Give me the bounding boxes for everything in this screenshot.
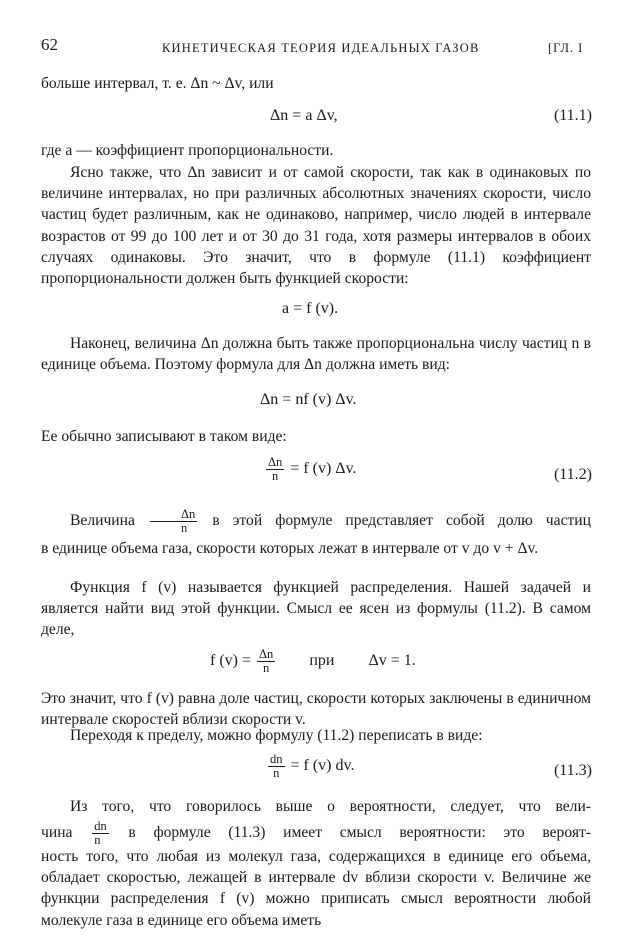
paragraph-10-line-2: чина $\frac{dn}{n}$ в формуле (11.3) имеет смысл вероятности: это вероят- bbox=[41, 819, 592, 847]
chapter-ref: [ГЛ. I bbox=[548, 41, 584, 55]
paragraph-6-line-1: Величина $\frac{\Delta n}{n}$ в этой формуле представляет собой долю частиц bbox=[70, 507, 591, 535]
paragraph-10-line-1: Из того, что говорилось выше о вероятности, следует, что вели- bbox=[70, 798, 591, 815]
fraction: $\frac{dn}{n}$ bbox=[94, 819, 107, 847]
paragraph-10-rest: ность того, что любая из молекул газа, содержащихся в единице его объема, обладает скоростью, лежащей в интервале dv вблизи скорости v. Величине же функции распределения f (v) можно приписать смысл вероятности любой молекуле газа в единице его объема иметь bbox=[41, 848, 591, 929]
fraction: $\frac{\Delta n}{n}$ bbox=[268, 455, 283, 483]
paragraph-6-rest: в единице объема газа, скорости которых лежат в интервале от v до v + Δv. bbox=[41, 540, 539, 557]
paragraph-4: Наконец, величина Δn должна быть также пропорциональна числу частиц n в единице объема. Поэтому формула для Δn должна иметь вид: bbox=[41, 335, 591, 374]
equation-number: (11.3) bbox=[553, 762, 592, 779]
fraction: $\frac{dn}{n}$ bbox=[270, 752, 283, 780]
page-number: 62 bbox=[41, 35, 58, 54]
paragraph-5: Ее обычно записывают в таком виде: bbox=[41, 428, 287, 445]
equation-dn-nf: Δn = nf (v) Δv. bbox=[260, 391, 357, 408]
fraction: $\frac{\Delta n}{n}$ bbox=[150, 508, 197, 535]
equation-11-2: $\frac{\Delta n}{n}$ = f (v) Δv. bbox=[268, 455, 357, 483]
equation-a-fv: a = f (v). bbox=[282, 300, 339, 317]
paragraph-7: Функция f (v) называется функцией распределения. Нашей задачей и является найти вид этой функции. Смысл ее ясен из формулы (11.2). В самом деле, bbox=[41, 579, 591, 639]
equation-number: (11.1) bbox=[553, 107, 592, 124]
equation-fv-definition: f (v) = $\frac{\Delta n}{n}$ при Δv = 1. bbox=[210, 647, 416, 675]
equation-number: (11.2) bbox=[553, 466, 592, 483]
equation-11-3: $\frac{dn}{n}$ = f (v) dv. bbox=[270, 752, 355, 780]
equation-11-1: Δn = a Δv, bbox=[270, 107, 338, 124]
paragraph-1: больше интервал, т. е. Δn ~ Δv, или bbox=[41, 75, 274, 92]
paragraph-8: Это значит, что f (v) равна доле частиц, скорости которых заключены в единичном интервале скоростей вблизи скорости v. bbox=[41, 690, 591, 729]
running-title: КИНЕТИЧЕСКАЯ ТЕОРИЯ ИДЕАЛЬНЫХ ГАЗОВ bbox=[162, 41, 480, 55]
paragraph-3: Ясно также, что Δn зависит и от самой скорости, так как в одинаковых по величине интервалах, но при различных абсолютных значениях скорости, число частиц будет различным, как не одинаково, например, число людей в интервале возрастов от 99 до 100 лет и от 30 до 31 года, хотя размеры интервалов в обоих случаях одинаковы. Это значит, что в формуле (11.1) коэффициент пропорциональности должен быть функцией скорости: bbox=[41, 164, 591, 288]
fraction: $\frac{\Delta n}{n}$ bbox=[259, 647, 274, 675]
paragraph-9: Переходя к пределу, можно формулу (11.2) переписать в виде: bbox=[70, 727, 483, 744]
paragraph-2: где a — коэффициент пропорциональности. bbox=[41, 142, 334, 159]
